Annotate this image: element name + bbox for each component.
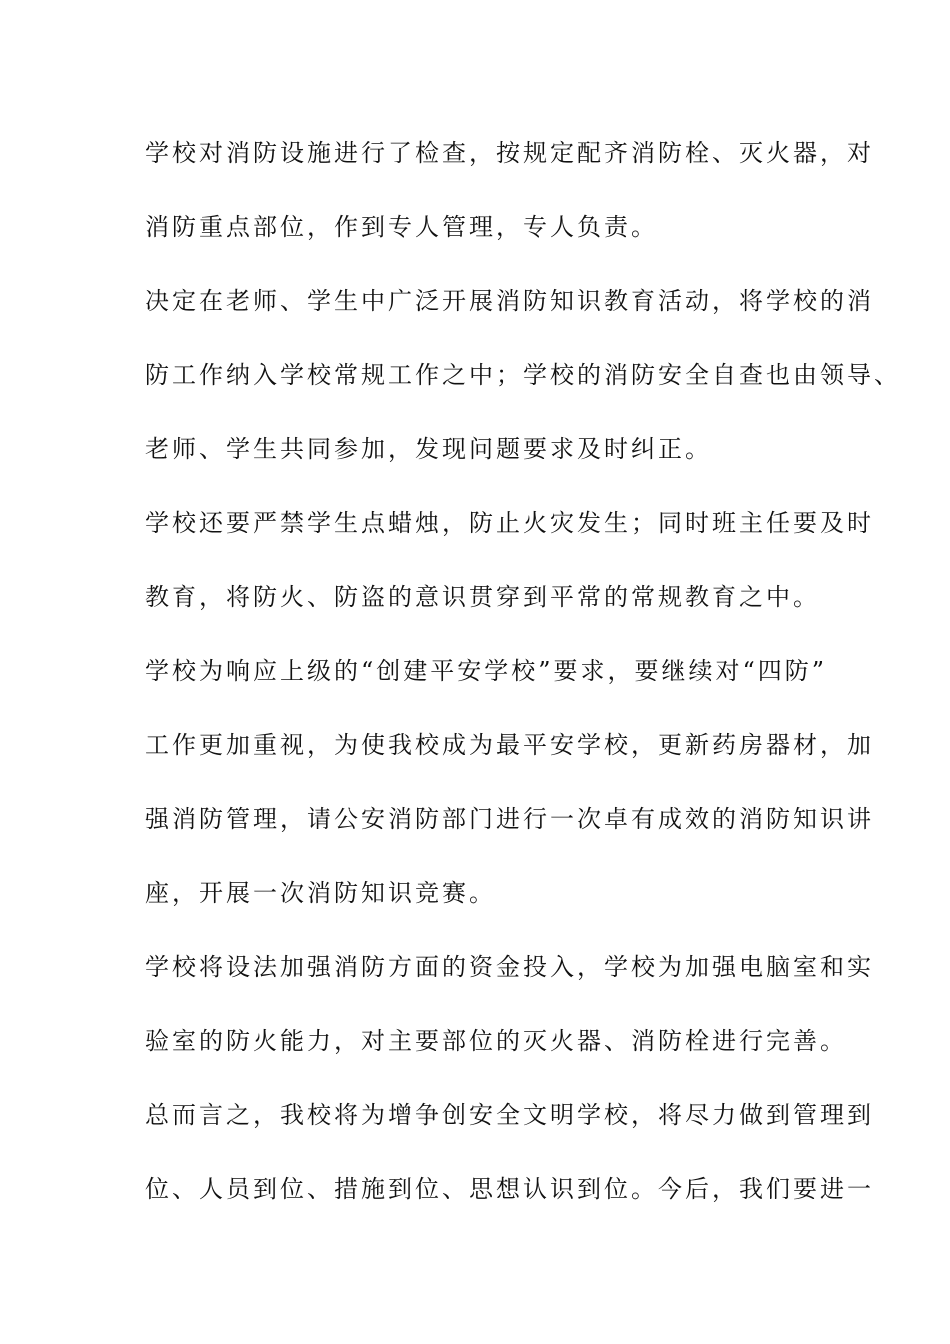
text-line: 总而言之，我校将为增争创安全文明学校，将尽力做到管理到	[145, 1101, 874, 1129]
text-line: 防工作纳入学校常规工作之中；学校的消防安全自查也由领导、	[145, 361, 901, 389]
text-line: 学校还要严禁学生点蜡烛，防止火灾发生；同时班主任要及时	[145, 509, 874, 537]
text-line: 座，开展一次消防知识竞赛。	[145, 879, 496, 907]
text-line: 老师、学生共同参加，发现问题要求及时纠正。	[145, 435, 712, 463]
text-line: 学校将设法加强消防方面的资金投入，学校为加强电脑室和实	[145, 953, 874, 981]
text-line: 决定在老师、学生中广泛开展消防知识教育活动，将学校的消	[145, 287, 874, 315]
text-line: 强消防管理，请公安消防部门进行一次卓有成效的消防知识讲	[145, 805, 874, 833]
text-line: 教育，将防火、防盗的意识贯穿到平常的常规教育之中。	[145, 583, 820, 611]
text-line: 学校为响应上级的“创建平安学校”要求，要继续对“四防”	[145, 657, 828, 685]
text-line: 工作更加重视，为使我校成为最平安学校，更新药房器材，加	[145, 731, 874, 759]
text-line: 验室的防火能力，对主要部位的灭火器、消防栓进行完善。	[145, 1027, 847, 1055]
document-body	[145, 127, 901, 1237]
text-line: 位、人员到位、措施到位、思想认识到位。今后，我们要进一	[145, 1175, 874, 1203]
text-line: 消防重点部位，作到专人管理，专人负责。	[145, 213, 658, 241]
text-line: 学校对消防设施进行了检查，按规定配齐消防栓、灭火器，对	[145, 139, 874, 167]
